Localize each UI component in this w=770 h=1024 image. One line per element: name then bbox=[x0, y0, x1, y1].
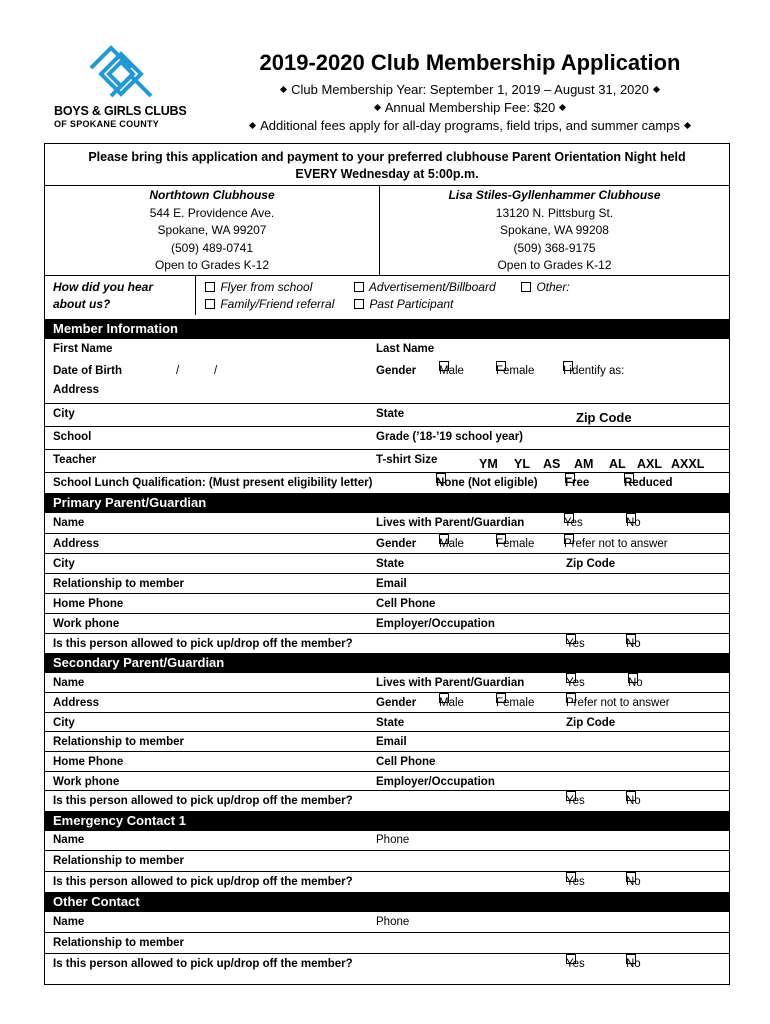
checkbox-icon[interactable] bbox=[205, 282, 215, 292]
checkbox-icon[interactable] bbox=[354, 299, 364, 309]
orientation-notice: Please bring this application and payment to your preferred clubhouse Parent Orientation Night held EVERY Wednesday at 5:00p.m. bbox=[88, 150, 686, 181]
section-secondary-guardian: Secondary Parent/Guardian bbox=[45, 653, 729, 673]
primary-work-row: Work phone Employer/Occupation bbox=[45, 613, 729, 633]
tshirt-size-al[interactable]: AL bbox=[609, 457, 626, 471]
other-pickup-row: Is this person allowed to pick up/drop off the member? Yes No bbox=[45, 953, 729, 973]
secondary-address-row: Address Gender Male Female Prefer not to answer bbox=[45, 692, 729, 712]
option-advertisement[interactable]: Advertisement/Billboard bbox=[354, 279, 496, 296]
member-city-row: City State Zip Code bbox=[45, 403, 729, 423]
tshirt-size-as[interactable]: AS bbox=[543, 457, 561, 471]
diamond-icon bbox=[249, 122, 256, 129]
emergency-name-row: Name Phone bbox=[53, 834, 410, 846]
tshirt-size-ym[interactable]: YM bbox=[479, 457, 498, 471]
primary-address-row: Address Gender Male Female Prefer not to answer bbox=[45, 533, 729, 553]
membership-year-line: Club Membership Year: September 1, 2019 – August 31, 2020 bbox=[220, 82, 720, 97]
diamond-icon bbox=[280, 86, 287, 93]
secondary-relationship-row: Relationship to member Email bbox=[45, 731, 729, 751]
tshirt-size-yl[interactable]: YL bbox=[514, 457, 530, 471]
additional-fees-line: Additional fees apply for all-day programs, field trips, and summer camps bbox=[220, 118, 720, 133]
checkbox-icon[interactable] bbox=[521, 282, 531, 292]
membership-fee-line: Annual Membership Fee: $20 bbox=[220, 100, 720, 115]
tshirt-size-am[interactable]: AM bbox=[574, 457, 594, 471]
tshirt-size-axl[interactable]: AXL bbox=[637, 457, 662, 471]
diamond-icon bbox=[653, 86, 660, 93]
primary-phone-row: Home Phone Cell Phone bbox=[45, 593, 729, 613]
option-family-referral[interactable]: Family/Friend referral bbox=[205, 296, 334, 313]
divider bbox=[195, 275, 196, 315]
option-flyer[interactable]: Flyer from school bbox=[205, 279, 312, 296]
section-member-information: Member Information bbox=[45, 319, 729, 339]
clubhouse-northtown: Northtown Clubhouse 544 E. Providence Ave. Spokane, WA 99207 (509) 489-0741 Open to Grades K-12 bbox=[149, 188, 275, 272]
how-did-you-hear: How did you hear about us? Flyer from school Advertisement/Billboard Other: Family/Friend referral Past Participant bbox=[53, 280, 570, 311]
primary-city-row: City State Zip Code bbox=[45, 553, 729, 573]
member-address-row: Address bbox=[53, 384, 100, 396]
other-name-row: Name Phone bbox=[53, 916, 410, 928]
option-other[interactable]: Other: bbox=[521, 279, 570, 296]
diamond-icon bbox=[684, 122, 691, 129]
tshirt-size-axxl[interactable]: AXXL bbox=[671, 457, 705, 471]
divider bbox=[379, 185, 380, 275]
primary-name-row: Name Lives with Parent/Guardian Yes No bbox=[45, 513, 729, 533]
clubhouse-lisa-stiles: Lisa Stiles-Gyllenhammer Clubhouse 13120 N. Pittsburg St. Spokane, WA 99208 (509) 368-9175 Open to Grades K-12 bbox=[448, 188, 661, 272]
primary-relationship-row: Relationship to member Email bbox=[45, 573, 729, 593]
checkbox-icon[interactable] bbox=[354, 282, 364, 292]
logo-name: BOYS & GIRLS CLUBS bbox=[54, 104, 187, 118]
secondary-city-row: City State Zip Code bbox=[45, 712, 729, 732]
logo-subtitle: OF SPOKANE COUNTY bbox=[54, 119, 160, 129]
divider bbox=[45, 185, 729, 186]
diamond-icon bbox=[374, 104, 381, 111]
member-school-row: School Grade (’18-’19 school year) bbox=[45, 426, 729, 446]
section-emergency-contact: Emergency Contact 1 bbox=[45, 811, 729, 831]
emergency-relationship-row: Relationship to member bbox=[45, 850, 729, 870]
section-other-contact: Other Contact bbox=[45, 892, 729, 912]
option-past-participant[interactable]: Past Participant bbox=[354, 296, 453, 313]
section-primary-guardian: Primary Parent/Guardian bbox=[45, 493, 729, 513]
page-title: 2019-2020 Club Membership Application bbox=[259, 50, 681, 75]
boys-girls-clubs-logo-icon bbox=[85, 44, 157, 100]
member-lunch-row: School Lunch Qualification: (Must present eligibility letter) None (Not eligible) Free Reduced bbox=[45, 472, 729, 492]
other-relationship-row: Relationship to member bbox=[45, 932, 729, 952]
secondary-name-row: Name Lives with Parent/Guardian Yes No bbox=[45, 673, 729, 693]
member-dob-row: Date of Birth / / Gender Male Female I identify as: bbox=[45, 361, 729, 381]
member-name-row: First Name Last Name bbox=[53, 343, 435, 355]
diamond-icon bbox=[559, 104, 566, 111]
secondary-work-row: Work phone Employer/Occupation bbox=[45, 771, 729, 791]
secondary-phone-row: Home Phone Cell Phone bbox=[45, 751, 729, 771]
secondary-pickup-row: Is this person allowed to pick up/drop off the member? Yes No bbox=[45, 790, 729, 810]
member-teacher-row: Teacher T-shirt Size YM YL AS AM AL AXL AXXL bbox=[45, 449, 729, 469]
divider bbox=[45, 275, 729, 276]
emergency-pickup-row: Is this person allowed to pick up/drop off the member? Yes No bbox=[45, 871, 729, 891]
primary-pickup-row: Is this person allowed to pick up/drop off the member? Yes No bbox=[45, 633, 729, 653]
checkbox-icon[interactable] bbox=[205, 299, 215, 309]
